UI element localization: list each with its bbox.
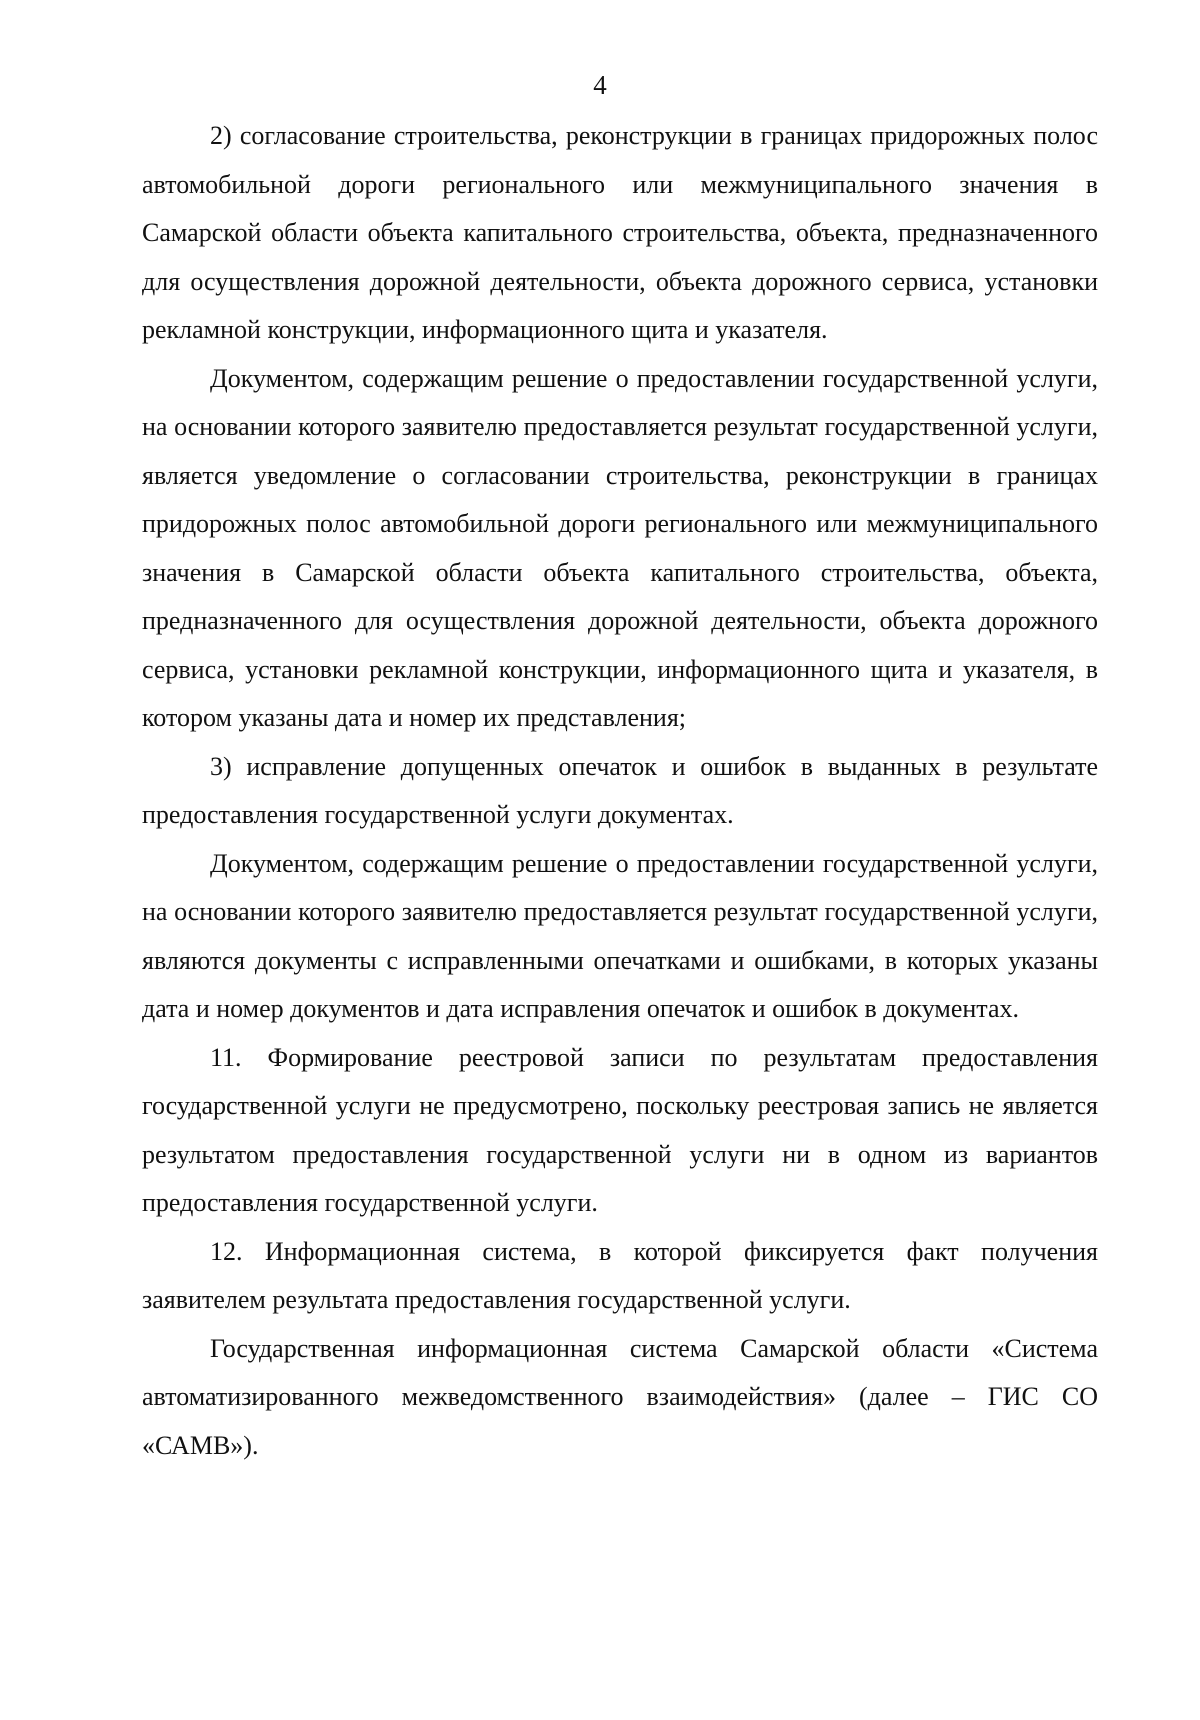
page-number: 4 bbox=[593, 70, 607, 100]
document-body bbox=[142, 112, 1098, 1470]
paragraph-section-12: 12. Информационная система, в которой фиксируется факт получения заявителем результата предоставления государственной услуги. bbox=[142, 1236, 1098, 1314]
paragraph-item-3: 3) исправление допущенных опечаток и ошибок в выданных в результате предоставления государственной услуги документах. bbox=[142, 751, 1098, 829]
paragraph-information-system: Государственная информационная система Самарской области «Система автоматизированного межведомственного взаимодействия» (далее – ГИС СО «САМВ»). bbox=[142, 1333, 1098, 1460]
paragraph-item-2: 2) согласование строительства, реконструкции в границах придорожных полос автомобильной дороги регионального или межмуниципального значения в Самарской области объекта капитального строительства, объекта, предназначенного для осуществления дорожной деятельности, объекта дорожного сервиса, установки рекламной конструкции, информационного щита и указателя. bbox=[142, 121, 1098, 344]
paragraph-result-document-1: Документом, содержащим решение о предоставлении государственной услуги, на основании которого заявителю предоставляется результат государственной услуги, является уведомление о согласовании строительства, реконструкции в границах придорожных полос автомобильной дороги регионального или межмуниципального значения в Самарской области объекта капитального строительства, объекта, предназначенного для осуществления дорожной деятельности, объекта дорожного сервиса, установки рекламной конструкции, информационного щита и указателя, в котором указаны дата и номер их представления; bbox=[142, 363, 1098, 732]
paragraph-result-document-2: Документом, содержащим решение о предоставлении государственной услуги, на основании которого заявителю предоставляется результат государственной услуги, являются документы с исправленными опечатками и ошибками, в которых указаны дата и номер документов и дата исправления опечаток и ошибок в документах. bbox=[142, 848, 1098, 1023]
paragraph-section-11: 11. Формирование реестровой записи по результатам предоставления государственной услуги не предусмотрено, поскольку реестровая запись не является результатом предоставления государственной услуги ни в одном из вариантов предоставления государственной услуги. bbox=[142, 1042, 1098, 1217]
